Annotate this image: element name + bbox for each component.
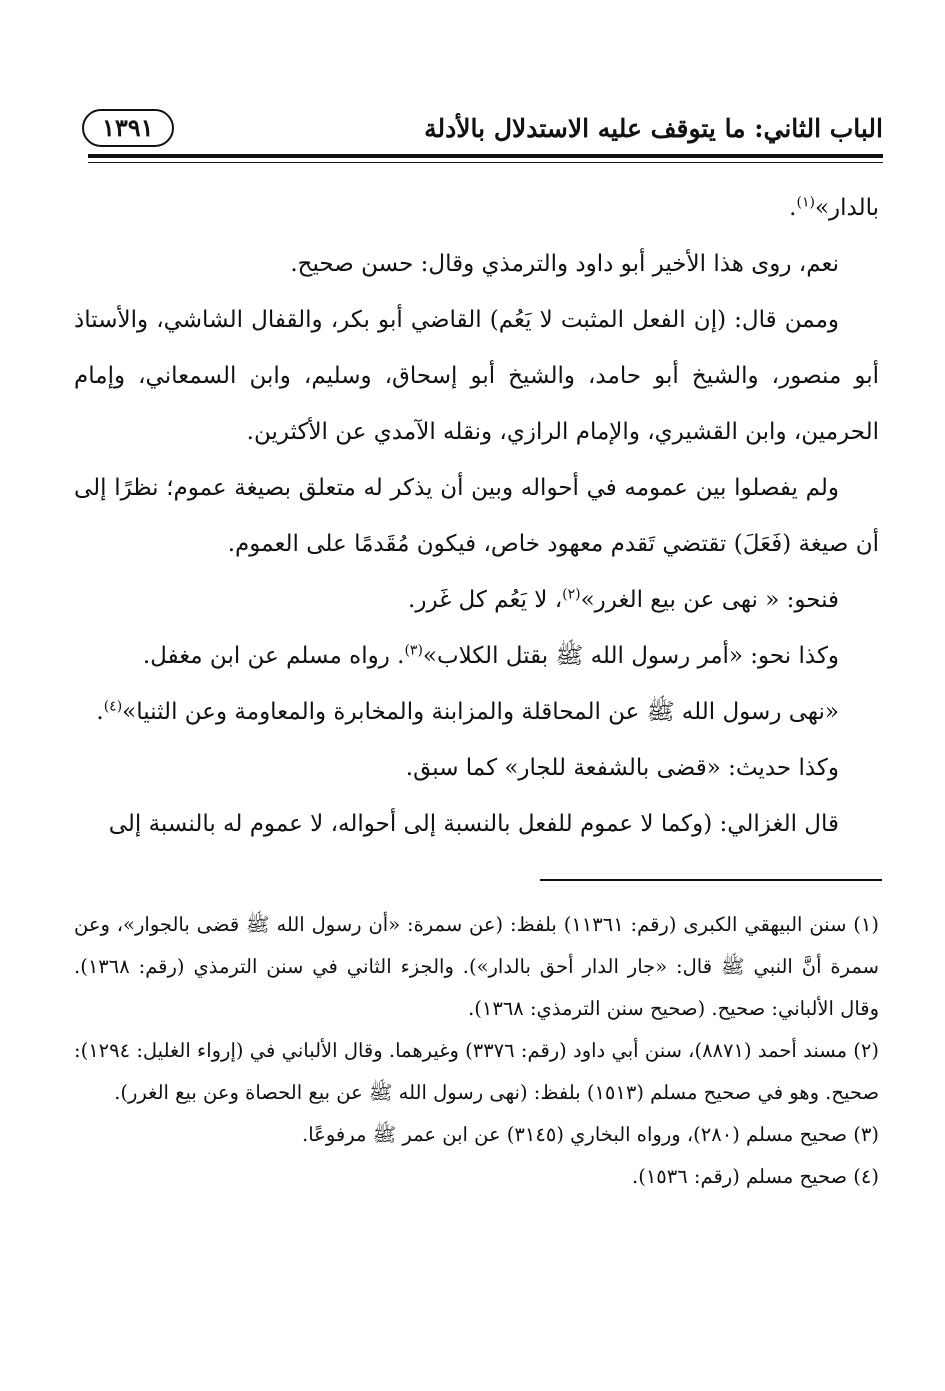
text: «نهى رسول الله ﷺ عن المحاقلة والمزابنة والمخابرة والمعاومة وعن الثنيا» <box>122 699 839 725</box>
footnote-ref-4: (٤) <box>103 698 123 715</box>
text: . <box>789 195 797 221</box>
footnote-ref-1: (١) <box>796 194 815 211</box>
text: ، لا يَعُم كل غَرر. <box>408 587 563 613</box>
text: . رواه مسلم عن ابن مغفل. <box>142 643 405 669</box>
paragraph: نعم، روى هذا الأخير أبو داود والترمذي وقال: حسن صحيح. <box>290 251 839 277</box>
paragraph <box>74 684 879 740</box>
footnote-4: (٤) صحيح مسلم (رقم: ١٥٣٦). <box>632 1165 879 1188</box>
paragraph: وكذا حديث: «قضى بالشفعة للجار» كما سبق. <box>405 755 839 781</box>
footnote-ref-2: (٢) <box>562 586 581 603</box>
page-number: ١٣٩١ <box>82 109 174 147</box>
text: . <box>96 699 104 725</box>
footnote-3: (٣) صحيح مسلم (٢٨٠)، ورواه البخاري (٣١٤٥) عن ابن عمر ﷺ مرفوعًا. <box>302 1123 879 1146</box>
footnote-ref-3: (٣) <box>404 642 423 659</box>
running-header <box>82 106 883 150</box>
footnotes <box>74 904 879 1198</box>
main-text <box>74 180 879 852</box>
text: فنحو: « نهى عن بيع الغرر» <box>580 587 839 613</box>
chapter-title: الباب الثاني: ما يتوقف عليه الاستدلال بالأدلة <box>424 113 883 143</box>
paragraph-continuation <box>74 180 879 236</box>
footnote-separator <box>540 879 882 881</box>
paragraph <box>74 572 879 628</box>
text: وكذا نحو: «أمر رسول الله ﷺ بقتل الكلاب» <box>422 643 839 669</box>
footnote-1: (١) سنن البيهقي الكبرى (رقم: ١١٣٦١) بلفظ: (عن سمرة: «أن رسول الله ﷺ قضى بالجوار»، وعن سمرة أنَّ النبي ﷺ قال: «جار الدار أحق بالدار»). والجزء الثاني في سنن الترمذي (رقم: ١٣٦٨). وقال الألباني: صحيح. (صحيح سنن الترمذي: ١٣٦٨). <box>74 913 879 1020</box>
paragraph: وممن قال: (إن الفعل المثبت لا يَعُم) القاضي أبو بكر، والقفال الشاشي، والأستاذ أبو منصور، والشيخ أبو حامد، والشيخ أبو إسحاق، وسليم، وابن السمعاني، وإمام الحرمين، وابن القشيري، والإمام الرازي، ونقله الآمدي عن الأكثرين. <box>74 307 879 445</box>
text: بالدار» <box>814 195 879 221</box>
header-rule-thin <box>88 162 883 163</box>
footnote-2: (٢) مسند أحمد (٨٨٧١)، سنن أبي داود (رقم: ٣٣٧٦) وغيرهما. وقال الألباني في (إرواء الغليل: ١٢٩٤): صحيح. وهو في صحيح مسلم (١٥١٣) بلفظ: (نهى رسول الله ﷺ عن بيع الحصاة وعن بيع الغرر). <box>74 1039 879 1104</box>
header-rule-thick <box>88 154 883 158</box>
paragraph: قال الغزالي: (وكما لا عموم للفعل بالنسبة إلى أحواله، لا عموم له بالنسبة إلى <box>108 811 839 837</box>
paragraph <box>74 628 879 684</box>
paragraph: ولم يفصلوا بين عمومه في أحواله وبين أن يذكر له متعلق بصيغة عموم؛ نظرًا إلى أن صيغة (فَعَلَ) تقتضي تَقدم معهود خاص، فيكون مُقَدمًا على العموم. <box>74 475 879 557</box>
